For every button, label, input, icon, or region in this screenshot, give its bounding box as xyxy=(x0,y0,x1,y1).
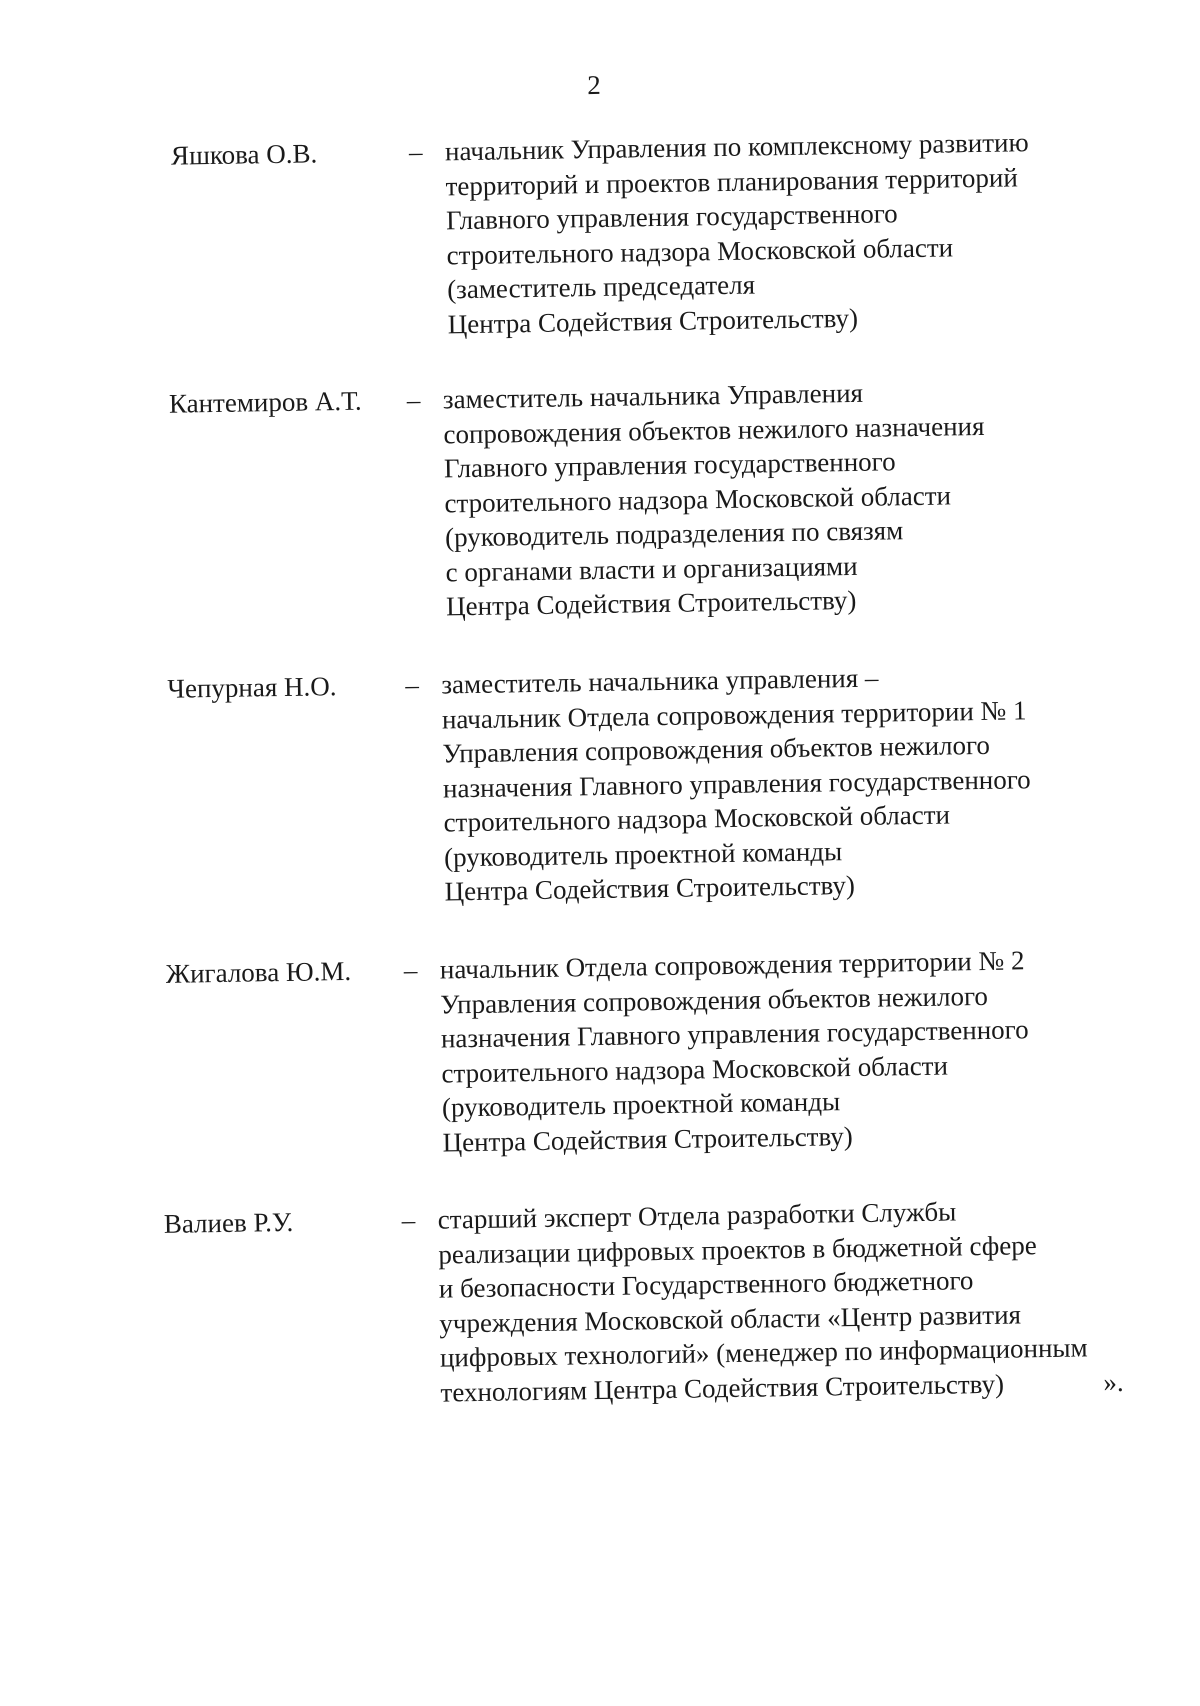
closing-quote: ». xyxy=(1103,1366,1124,1398)
member-role xyxy=(443,372,1087,624)
role-line: Главного управления государственного xyxy=(443,446,896,484)
role-line: Управления сопровождения объектов нежилого xyxy=(442,729,991,769)
member-role xyxy=(437,1193,1088,1410)
dash: – xyxy=(403,954,418,986)
member-name: Чепурная Н.О. xyxy=(167,671,337,704)
member-role xyxy=(441,657,1085,909)
role-line: Центра Содействия Строительству) xyxy=(447,302,859,339)
dash: – xyxy=(405,669,420,701)
role-line: (руководитель проектной команды xyxy=(443,835,843,872)
role-line: реализации цифровых проектов в бюджетной сфере xyxy=(438,1229,1037,1270)
role-line: начальник Отдела сопровождения территории № 1 xyxy=(441,694,1027,734)
member-name: Жигалова Ю.М. xyxy=(165,955,352,989)
member-role xyxy=(440,942,1083,1159)
role-line: (руководитель проектной команды xyxy=(441,1086,841,1123)
role-line: Главного управления государственного xyxy=(445,198,898,236)
role-line: старший эксперт Отдела разработки Службы xyxy=(437,1196,957,1235)
member-name: Кантемиров А.Т. xyxy=(168,385,362,419)
role-line: Центра Содействия Строительству) xyxy=(445,584,857,622)
dash: – xyxy=(406,384,421,415)
member-name: Яшкова О.В. xyxy=(170,138,318,171)
role-line: строительного надзора Московской области xyxy=(443,799,951,838)
member-name: Валиев Р.У. xyxy=(163,1206,294,1239)
role-line: Центра Содействия Строительству) xyxy=(442,1120,854,1158)
dash: – xyxy=(401,1204,416,1236)
role-line: сопровождения объектов нежилого назначения xyxy=(443,410,985,449)
role-line: начальник Отдела сопровождения территории № 2 xyxy=(439,945,1025,985)
role-line: назначения Главного управления государственного xyxy=(442,763,1031,803)
role-line: Управления сопровождения объектов нежилого xyxy=(440,980,989,1020)
role-line: строительного надзора Московской области xyxy=(441,1050,949,1089)
role-line: технологиям Центра Содействия Строительству) xyxy=(440,1368,1005,1408)
role-line: учреждения Московской области «Центр развития xyxy=(439,1298,1022,1339)
role-line: (заместитель председателя xyxy=(446,269,756,305)
role-line: строительного надзора Московской области xyxy=(446,231,954,270)
dash: – xyxy=(408,136,423,167)
role-line: строительного надзора Московской области xyxy=(444,479,952,518)
role-line: Центра Содействия Строительству) xyxy=(444,870,856,907)
member-role xyxy=(445,124,1088,341)
role-line: территорий и проектов планирования территорий xyxy=(445,161,1019,201)
role-line: (руководитель подразделения по связям xyxy=(444,515,904,553)
page-number: 2 xyxy=(586,69,601,101)
role-line: заместитель начальника Управления xyxy=(442,377,864,415)
role-line: и безопасности Государственного бюджетного xyxy=(438,1265,974,1304)
role-line: начальник Управления по комплексному развитию xyxy=(444,127,1029,167)
role-line: с органами власти и организациями xyxy=(445,550,858,587)
role-line: назначения Главного управления государственного xyxy=(440,1014,1029,1054)
role-line: цифровых технологий» (менеджер по информационным xyxy=(439,1332,1088,1373)
role-line: заместитель начальника управления – xyxy=(441,662,879,700)
